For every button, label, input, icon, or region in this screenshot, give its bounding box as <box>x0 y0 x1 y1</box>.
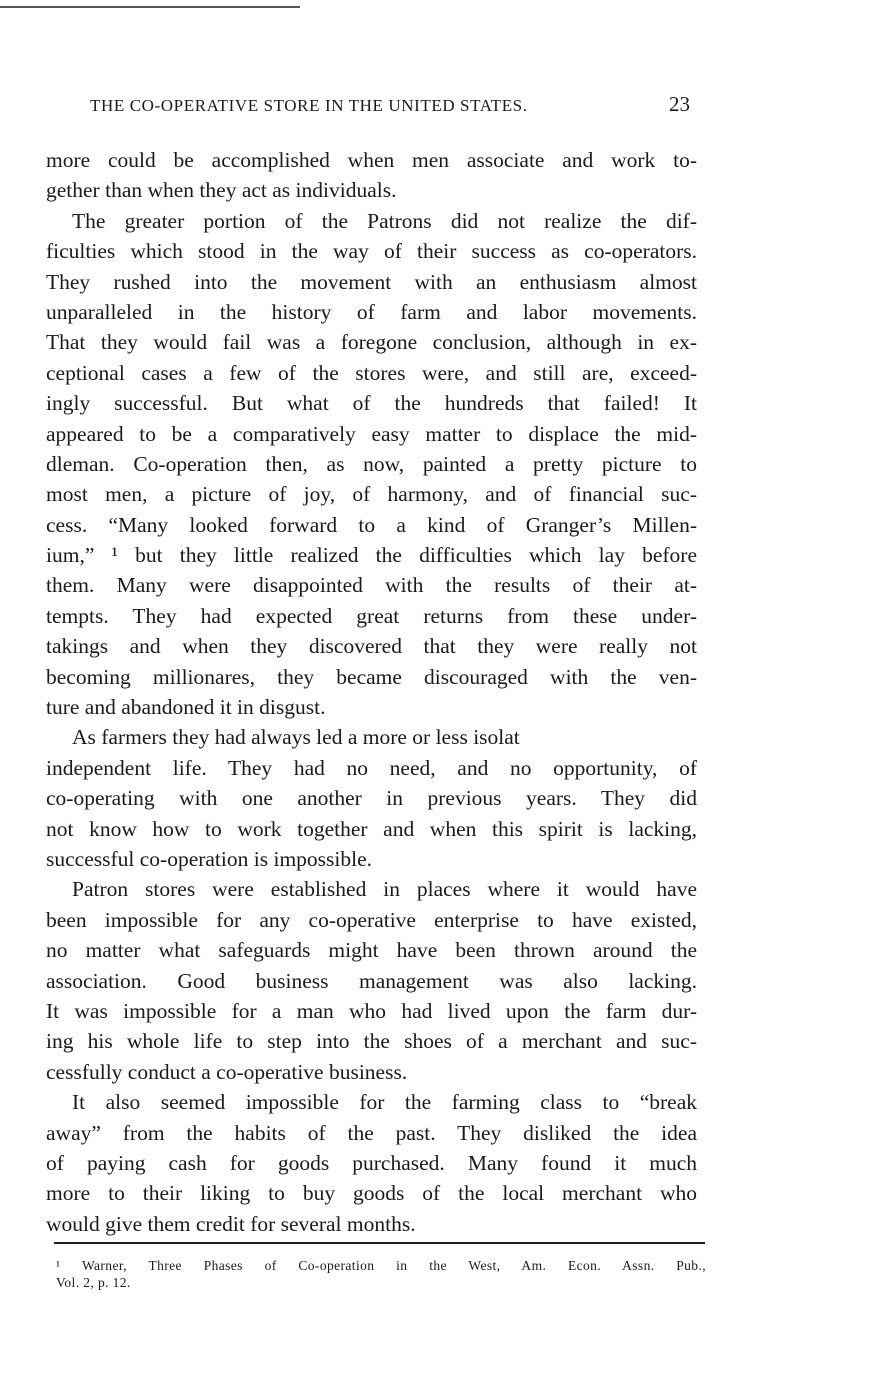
text-line: no matter what safeguards might have been thrown around the <box>46 938 697 963</box>
text-line: It also seemed impossible for the farming class to “break <box>72 1090 697 1115</box>
text-line: appeared to be a comparatively easy matter to displace the mid- <box>46 421 697 446</box>
text-line: becoming millionares, they became discouraged with the ven- <box>46 664 697 689</box>
text-line: dleman. Co-operation then, as now, painted a pretty picture to <box>46 451 697 476</box>
text-line: co-operating with one another in previous years. They did <box>46 786 697 811</box>
text-line: would give them credit for several months. <box>46 1211 416 1236</box>
footnote-line: Vol. 2, p. 12. <box>56 1275 131 1290</box>
text-line: ium,” ¹ but they little realized the difficulties which lay before <box>46 543 697 568</box>
text-line: The greater portion of the Patrons did not realize the dif- <box>72 208 697 233</box>
text-line: most men, a picture of joy, of harmony, and of financial suc- <box>46 482 697 507</box>
text-line: more could be accomplished when men associate and work to- <box>46 148 697 172</box>
text-line: been impossible for any co-operative enterprise to have existed, <box>46 907 697 932</box>
text-line: tempts. They had expected great returns from these under- <box>46 603 697 628</box>
footnote <box>56 1257 706 1291</box>
text-line: ing his whole life to step into the shoes of a merchant and suc- <box>46 1029 697 1054</box>
text-line: them. Many were disappointed with the results of their at- <box>46 573 697 598</box>
text-line: As farmers they had always led a more or less isolat <box>72 725 520 750</box>
text-line: That they would fail was a foregone conclusion, although in ex- <box>46 330 697 355</box>
text-line: ingly successful. But what of the hundreds that failed! It <box>46 391 697 416</box>
text-line: not know how to work together and when this spirit is lacking, <box>46 816 697 841</box>
text-line: gether than when they act as individuals. <box>46 178 397 203</box>
text-line: It was impossible for a man who had lived upon the farm dur- <box>46 998 697 1023</box>
footnote-line: ¹ Warner, Three Phases of Co-operation in the West, Am. Econ. Assn. Pub., <box>56 1258 706 1273</box>
running-header <box>90 92 690 124</box>
text-line: association. Good business management was also lacking. <box>46 968 697 993</box>
text-line: takings and when they discovered that they were really not <box>46 634 697 659</box>
text-line: ceptional cases a few of the stores were, and still are, exceed- <box>46 360 697 385</box>
text-line: successful co-operation is impossible. <box>46 846 373 871</box>
text-line: They rushed into the movement with an enthusiasm almost <box>46 269 697 294</box>
page-number: 23 <box>669 92 690 116</box>
text-line: ficulties which stood in the way of their success as co-operators. <box>46 239 697 264</box>
text-line: cess. “Many looked forward to a kind of Granger’s Millen- <box>46 512 697 537</box>
text-line: of paying cash for goods purchased. Many found it much <box>46 1150 697 1175</box>
text-line: ture and abandoned it in disgust. <box>46 695 326 720</box>
text-line: away” from the habits of the past. They disliked the idea <box>46 1120 697 1145</box>
text-line: more to their liking to buy goods of the local merchant who <box>46 1181 697 1206</box>
text-line: independent life. They had no need, and no opportunity, of <box>46 755 697 780</box>
text-line: Patron stores were established in places where it would have <box>72 877 697 902</box>
top-edge-rule <box>0 6 300 8</box>
text-line: unparalleled in the history of farm and labor movements. <box>46 299 697 324</box>
body-text <box>46 145 697 1239</box>
running-title: THE CO-OPERATIVE STORE IN THE UNITED STATES. <box>90 96 528 115</box>
text-line: cessfully conduct a co-operative business. <box>46 1059 408 1084</box>
footnote-rule <box>54 1242 705 1244</box>
